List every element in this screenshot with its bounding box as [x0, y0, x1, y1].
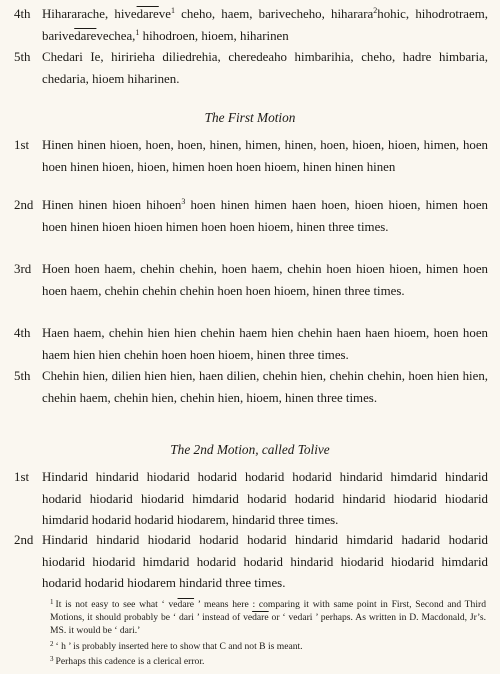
verse-text: Hindarid hindarid hiodarid hodarid hodarid hodarid hindarid himdarid hindarid hodarid hiodarid hiodarid himdarid hodarid hodarid hindarid hiodarid hiodarid himdarid hodarid hodarid hiodarem, hindarid three times.	[42, 470, 488, 528]
verse-4th	[14, 4, 488, 47]
verse-4th	[14, 323, 488, 366]
footnote-3: $^3$ Perhaps this cadence is a clerical error.	[50, 655, 205, 667]
verse-number: 2nd	[14, 533, 34, 547]
footnote-ref: 3	[181, 197, 186, 206]
footnote-ref: 1	[135, 27, 140, 37]
section-heading-second-motion: The 2nd Motion, called Tolive	[170, 442, 330, 457]
verse-number: 1st	[14, 470, 30, 484]
verse-text: Haen haem, chehin hien hien chehin haem hien chehin haen haen hioem, hoen hoen haem hien hien chehin hoen hoen hioem, hinen three times.	[42, 326, 488, 362]
verse-text: Hinen hinen hioen, hoen, hoen, hinen, himen, hinen, hoen, hioen, hioen, himen, hoen hoen hinen hioen, hioen, himen hoen hoen hioem, hinen hinen hinen	[42, 138, 488, 174]
verse-number: 1st	[14, 138, 30, 152]
footnote-number: 2	[50, 640, 54, 648]
verse-number: 5th	[14, 369, 31, 383]
verse-text: Chedari Ie, hiririeha diliedrehia, cheredeaho himbarihia, cheho, hadre himbaria, chedaria, hioem hiharinen.	[42, 50, 488, 86]
verse-number: 4th	[14, 7, 31, 21]
verse-text: Hoen hoen haem, chehin chehin, hoen haem, chehin hoen hioen hioen, himen hoen hoen haem, chehin chehin chehin hoen hoen hioem, hinen three times.	[42, 262, 488, 298]
verse-number: 4th	[14, 326, 31, 340]
footnote-number: 3	[50, 655, 54, 663]
verse-text: Chehin hien, dilien hien hien, haen dilien, chehin hien, chehin chehin, hoen hien hien, chehin haem, chehin hien, chehin hien, hioem, hinen three times.	[42, 369, 488, 405]
verse-5th	[14, 47, 488, 90]
verse-text: Hihararache, hivedareve$^1$ cheho, haem, barivecheho, hiharara$^2$hohic, hihodrotraem, barivedarevechea,$^1$ hihodroen, hioem, hiharinen	[42, 6, 488, 43]
verse-5th	[14, 366, 488, 409]
verse-number: 2nd	[14, 198, 34, 212]
verse-3rd	[14, 259, 488, 302]
verse-2nd	[14, 195, 488, 238]
footnote-ref: 1	[170, 6, 175, 15]
footnote-ref: 2	[373, 6, 378, 15]
verse-number: 5th	[14, 50, 31, 64]
verse-1st	[14, 467, 488, 532]
verse-text: Hindarid hindarid hiodarid hodarid hodarid hindarid himdarid hadarid hodarid hiodarid hiodarid himdarid hodarid hodarid hindarid hiodarid hiodarid himdarid hodarid hodarid hiodarem hindarid three times.	[42, 533, 488, 591]
footnote-1: $^1$ It is not easy to see what ‘ vedare ’ means here : comparing it with same point in First, Second and Third Motions, it should probably be ‘ dari ’ instead of vedare or ‘ vedari ’ perhaps. As written in D. Macdonald, Jr’s. MS. it would be ‘ dari.’	[50, 598, 486, 636]
verse-2nd	[14, 530, 488, 595]
verse-text: Hinen hinen hioen hihoen$^3$ hoen hinen himen haen hoen, hioen hioen, himen hoen hoen hinen hioen hioen himen hoen hoen hioem, hinen three times.	[42, 197, 488, 234]
section-heading-first-motion: The First Motion	[204, 110, 296, 125]
verse-number: 3rd	[14, 262, 32, 276]
footnote-number: 1	[50, 598, 54, 606]
footnote-2: $^2$ ‘ h ’ is probably inserted here to show that C and not B is meant.	[50, 640, 303, 652]
verse-1st	[14, 135, 488, 178]
